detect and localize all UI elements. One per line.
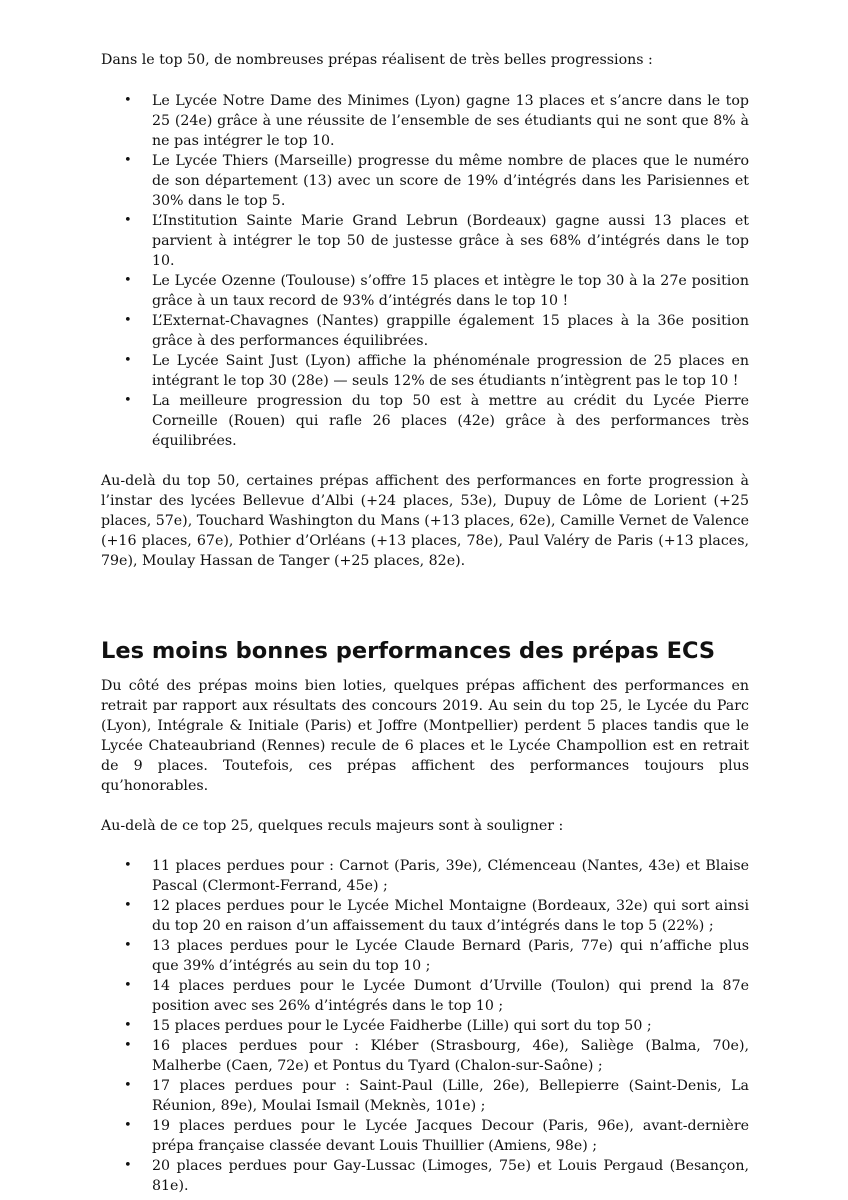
list-item: • Le Lycée Saint Just (Lyon) affiche la phénoménale progression de 25 places en intégrant le top 30 (28e) — seuls 12% de ses étudiants n’intègrent pas le top 10 ! [124,353,749,389]
declines-list [101,856,749,1196]
list-item: • Le Lycée Notre Dame des Minimes (Lyon) gagne 13 places et s’ancre dans le top 25 (24e) grâce à une réussite de l’ensemble de ses étudiants qui ne sont que 8% à ne pas intégrer le top 10. [124,93,749,149]
bullet-icon: • [124,858,132,873]
bullet-icon: • [124,1018,132,1033]
list-item: • L’Institution Sainte Marie Grand Lebrun (Bordeaux) gagne aussi 13 places et parvient à intégrer le top 50 de justesse grâce à ses 68% d’intégrés dans le top 10. [124,213,749,269]
list-item: • 15 places perdues pour le Lycée Faidherbe (Lille) qui sort du top 50 ; [124,1018,652,1034]
list-item: • 16 places perdues pour : Kléber (Strasbourg, 46e), Saliège (Balma, 70e), Malherbe (Caen, 72e) et Pontus du Tyard (Chalon-sur-Saône) ; [124,1038,749,1074]
bullet-icon: • [124,273,132,288]
bullet-icon: • [124,93,132,108]
list-item: • 19 places perdues pour le Lycée Jacques Decour (Paris, 96e), avant-dernière prépa française classée devant Louis Thuillier (Amiens, 98e) ; [124,1118,749,1154]
list-item: • 17 places perdues pour : Saint-Paul (Lille, 26e), Bellepierre (Saint-Denis, La Réunion, 89e), Moulai Ismail (Meknès, 101e) ; [124,1078,749,1114]
bullet-icon: • [124,1118,132,1133]
list-item: • L’Externat-Chavagnes (Nantes) grappille également 15 places à la 36e position grâce à des performances équilibrées. [124,313,749,349]
intro-paragraph: Dans le top 50, de nombreuses prépas réalisent de très belles progressions : [101,52,653,68]
bullet-icon: • [124,213,132,228]
list-item: • Le Lycée Ozenne (Toulouse) s’offre 15 places et intègre le top 30 à la 27e position grâce à un taux record de 93% d’intégrés dans le top 10 ! [124,273,749,309]
bullet-icon: • [124,353,132,368]
list-item: • 20 places perdues pour Gay-Lussac (Limoges, 75e) et Louis Pergaud (Besançon, 81e). [124,1158,749,1194]
list-item: • 13 places perdues pour le Lycée Claude Bernard (Paris, 77e) qui n’affiche plus que 39% d’intégrés au sein du top 10 ; [124,938,749,974]
list-item: • 11 places perdues pour : Carnot (Paris, 39e), Clémenceau (Nantes, 43e) et Blaise Pascal (Clermont-Ferrand, 45e) ; [124,858,749,894]
bullet-icon: • [124,1078,132,1093]
beyond-top50-paragraph: Au-delà du top 50, certaines prépas affichent des performances en forte progression à l’instar des lycées Bellevue d’Albi (+24 places, 53e), Dupuy de Lôme de Lorient (+25 places, 57e), Touchard Washington du Mans (+13 places, 62e), Camille Vernet de Valence (+16 places, 67e), Pothier d’Orléans (+13 places, 78e), Paul Valéry de Paris (+13 places, 79e), Moulay Hassan de Tanger (+25 places, 82e). [101,473,749,569]
bullet-icon: • [124,313,132,328]
bullet-icon: • [124,1158,132,1173]
bullet-icon: • [124,978,132,993]
bullet-icon: • [124,393,132,408]
list-item: • 12 places perdues pour le Lycée Michel Montaigne (Bordeaux, 32e) qui sort ainsi du top 20 en raison d’un affaissement du taux d’intégrés dans le top 5 (22%) ; [124,898,749,934]
bullet-icon: • [124,938,132,953]
progressions-list [101,91,749,451]
list-item: • Le Lycée Thiers (Marseille) progresse du même nombre de places que le numéro de son département (13) avec un score de 19% d’intégrés dans les Parisiennes et 30% dans le top 5. [124,153,749,209]
section-heading: Les moins bonnes performances des prépas ECS [101,638,716,664]
bullet-icon: • [124,898,132,913]
decline-paragraph: Du côté des prépas moins bien loties, quelques prépas affichent des performances en retrait par rapport aux résultats des concours 2019. Au sein du top 25, le Lycée du Parc (Lyon), Intégrale & Initiale (Paris) et Joffre (Montpellier) perdent 5 places tandis que le Lycée Chateaubriand (Rennes) recule de 6 places et le Lycée Champollion est en retrait de 9 places. Toutefois, ces prépas affichent des performances toujours plus qu’honorables. [101,678,749,794]
bullet-icon: • [124,1038,132,1053]
list-item: • La meilleure progression du top 50 est à mettre au crédit du Lycée Pierre Corneille (Rouen) qui rafle 26 places (42e) grâce à des performances très équilibrées. [124,393,749,449]
list-item: • 14 places perdues pour le Lycée Dumont d’Urville (Toulon) qui prend la 87e position avec ses 26% d’intégrés dans le top 10 ; [124,978,749,1014]
beyond-top25-paragraph: Au-delà de ce top 25, quelques reculs majeurs sont à souligner : [101,818,564,834]
bullet-icon: • [124,153,132,168]
document-page [101,50,749,1196]
